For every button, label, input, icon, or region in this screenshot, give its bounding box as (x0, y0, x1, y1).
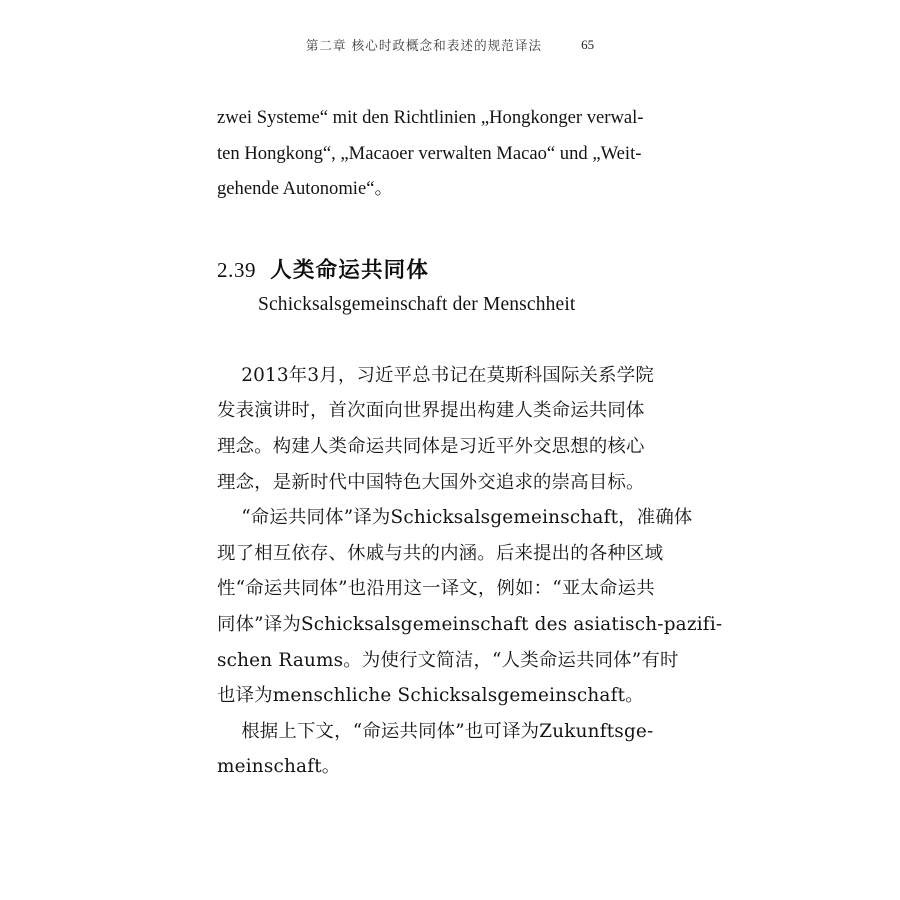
text-line: 也译为menschliche Schicksalsgemeinschaft。 (217, 685, 644, 707)
paragraph-origin (217, 358, 654, 500)
paragraph-translation (217, 500, 723, 714)
text-line: 根据上下文，“命运共同体”也可译为Zukunftsge- (241, 720, 654, 742)
running-head-inner (306, 36, 594, 54)
spacer (217, 316, 644, 358)
text-block (217, 100, 723, 785)
section-heading (217, 253, 644, 284)
text-line: gehende Autonomie“。 (217, 178, 394, 200)
running-head-title: 第二章 核心时政概念和表述的规范译法 (305, 37, 543, 54)
german-continued-paragraph (217, 100, 644, 207)
section-title-cn: 人类命运共同体 (270, 257, 430, 283)
text-line: schen Raums。为使行文简洁，“人类命运共同体”有时 (217, 649, 679, 671)
text-line: 现了相互依存、休戚与共的内涵。后来提出的各种区域 (217, 542, 664, 564)
text-line: 发表演讲时，首次面向世界提出构建人类命运共同体 (217, 400, 645, 422)
text-line: “命运共同体”译为Schicksalsgemeinschaft，准确体 (241, 507, 693, 529)
section-number: 2.39 (217, 257, 257, 282)
section-title-de: Schicksalsgemeinschaft der Menschheit (258, 293, 576, 315)
text-line: 2013年3月，习近平总书记在莫斯科国际关系学院 (241, 364, 654, 386)
text-line: ten Hongkong“, „Macaoer verwalten Macao“ und „Weit- (217, 142, 642, 164)
text-line: 理念。构建人类命运共同体是习近平外交思想的核心 (217, 435, 645, 457)
text-line: 同体”译为Schicksalsgemeinschaft des asiatisch-pazifi- (217, 613, 723, 635)
running-head (0, 36, 900, 54)
paragraph-context (217, 714, 654, 785)
page-number: 65 (581, 37, 595, 52)
text-line: meinschaft。 (217, 756, 341, 778)
text-line: zwei Systeme“ mit den Richtlinien „Hongkonger verwal- (217, 107, 644, 128)
text-line: 理念，是新时代中国特色大国外交追求的崇高目标。 (217, 471, 645, 493)
text-line: 性“命运共同体”也沿用这一译文，例如：“亚太命运共 (217, 578, 655, 600)
